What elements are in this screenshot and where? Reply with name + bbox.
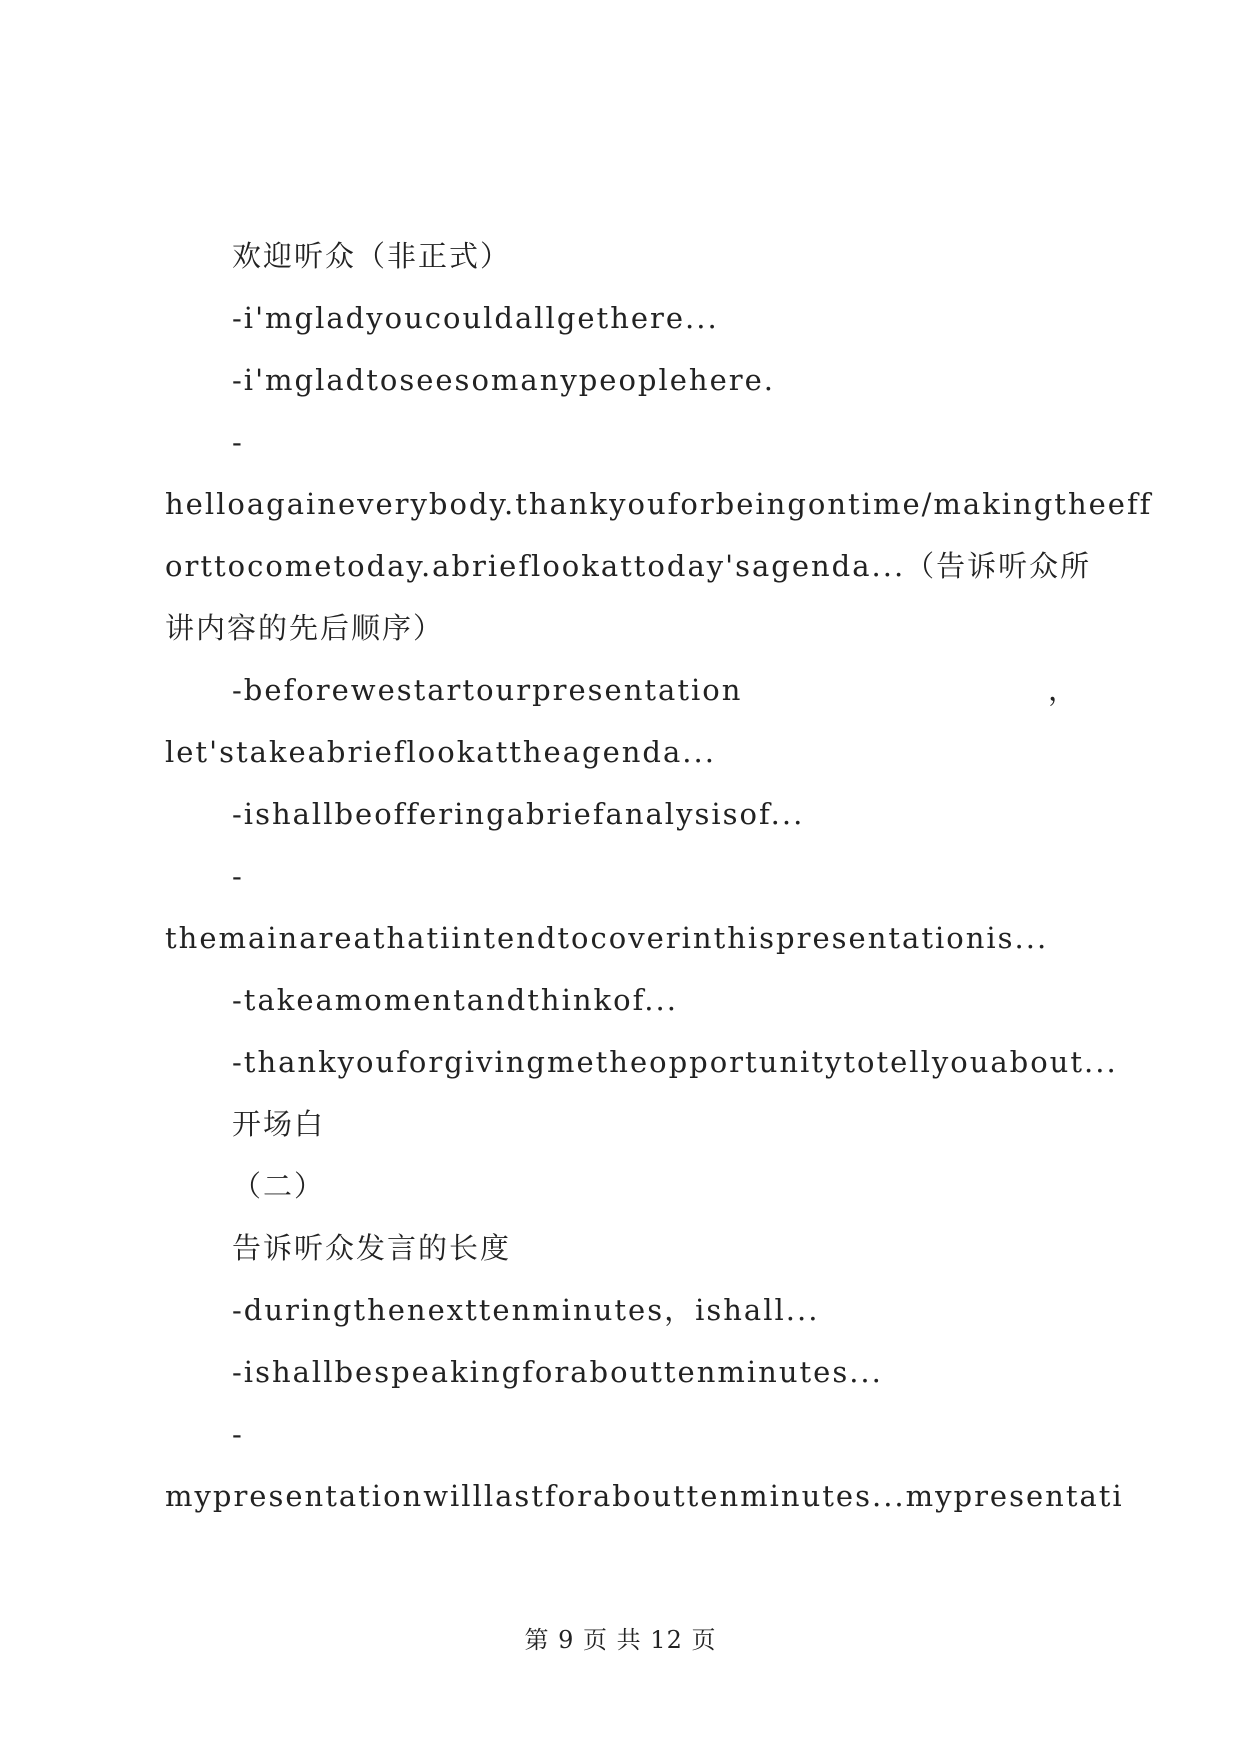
heading-opening: 开场白 — [232, 1107, 326, 1141]
text-line: - — [232, 425, 244, 459]
heading-welcome-audience: 欢迎听众（非正式） — [232, 239, 512, 273]
text-line: -duringthenexttenminutes，ishall... — [232, 1293, 820, 1327]
text-line: helloagaineverybody.thankyouforbeingontime/makingtheeff — [165, 487, 1153, 521]
text-line: -ishallbeofferingabriefanalysisof... — [232, 797, 805, 831]
text-line: - — [232, 1417, 244, 1451]
text-line-comma: ， — [1048, 673, 1080, 707]
text-line: -ishallbespeakingforabouttenminutes... — [232, 1355, 883, 1389]
text-line: - — [232, 859, 244, 893]
heading-section-number: （二） — [232, 1169, 326, 1203]
text-line: 讲内容的先后顺序） — [165, 611, 445, 645]
text-line: -i'mgladtoseesomanypeoplehere. — [232, 363, 776, 397]
text-line: let'stakeabrieflookattheagenda... — [165, 735, 716, 769]
text-line: orttocometoday.abrieflookattoday'sagenda...（告诉听众所 — [165, 549, 1092, 583]
page-number-footer: 第 9 页 共 12 页 — [524, 1626, 717, 1654]
text-line: -beforewestartourpresentation — [232, 673, 743, 707]
text-line: mypresentationwilllastforabouttenminutes...mypresentati — [165, 1479, 1124, 1513]
text-line: -thankyouforgivingmetheopportunitytotellyouabout... — [232, 1045, 1118, 1079]
heading-speech-length: 告诉听众发言的长度 — [232, 1231, 512, 1265]
text-line: themainareathatiintendtocoverinthispresentationis... — [165, 921, 1049, 955]
text-line: -takeamomentandthinkof... — [232, 983, 678, 1017]
text-line: -i'mgladyoucouldallgethere... — [232, 301, 719, 335]
